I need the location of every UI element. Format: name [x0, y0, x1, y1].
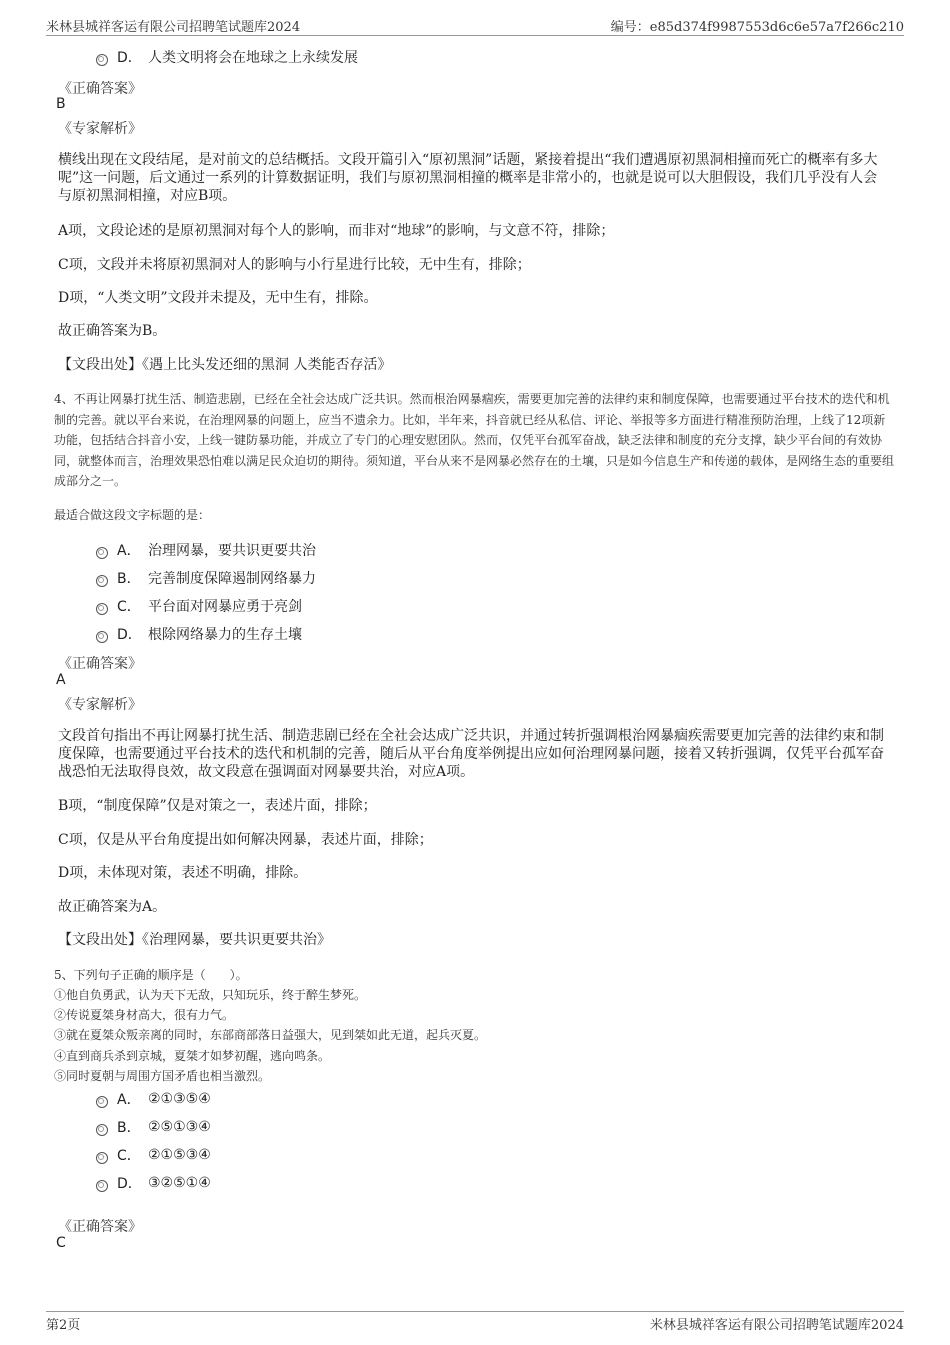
header-title: 米林县城祥客运有限公司招聘笔试题库2024: [46, 20, 301, 35]
q5-option-a[interactable]: [96, 1089, 211, 1109]
q3-analysis-p1: 横线出现在文段结尾，是对前文的总结概括。文段开篇引入“原初黑洞”话题，紧接着提出“我们遭遇原初黑洞相撞而死亡的概率有多大呢”这一问题，后文通过一系列的计算数据证明，我们与原初黑洞相撞的概率是非常小的，也就是说可以大胆假设，我们几乎没有人会与原初黑洞相撞，对应B项。: [58, 152, 878, 204]
q4-question: 最适合做这段文字标题的是：: [54, 508, 211, 522]
q4-option-a[interactable]: [96, 540, 316, 560]
q4-source: 【文段出处】《治理网暴，要共识更要共治》: [58, 932, 331, 948]
option-letter: C．: [117, 599, 141, 615]
page-number: 第2页: [46, 1318, 81, 1333]
header-doc-id: 编号：e85d374f9987553d6c6e57a7f266c210: [610, 20, 904, 35]
option-text: ②①③⑤④: [148, 1091, 211, 1107]
q4-option-c[interactable]: [96, 596, 302, 616]
q3-analysis-p4: D项，“人类文明”文段并未提及，无中生有，排除。: [58, 290, 378, 306]
option-text: 根除网络暴力的生存土壤: [148, 627, 302, 643]
radio-icon[interactable]: [96, 1180, 108, 1192]
q4-analysis-p1: 文段首句指出不再让网暴打扰生活、制造悲剧已经在全社会达成广泛共识，并通过转折强调根治网暴痼疾需要更加完善的法律约束和制度保障，也需要通过平台技术的迭代和机制的完善，随后从平台角度举例提出应如何治理网暴问题，接着又转折强调，仅凭平台孤军奋战恐怕无法取得良效，故文段意在强调面对网暴要共治，对应A项。: [58, 728, 884, 780]
q5-option-b[interactable]: [96, 1117, 211, 1137]
q3-answer-label: 《正确答案》: [58, 81, 142, 97]
q3-analysis-label: 《专家解析》: [58, 121, 142, 137]
q5-line-2: ②传说夏桀身材高大，很有力气。: [54, 1008, 235, 1022]
option-letter: C．: [117, 1148, 141, 1164]
option-text: 平台面对网暴应勇于亮剑: [148, 599, 302, 615]
option-letter: B．: [117, 571, 141, 587]
q3-answer: B: [56, 96, 66, 112]
q4-answer: A: [56, 672, 66, 688]
page-header: [46, 14, 904, 36]
radio-icon[interactable]: [96, 547, 108, 559]
option-text: 完善制度保障遏制网络暴力: [148, 571, 316, 587]
q3-analysis-p3: C项，文段并未将原初黑洞对人的影响与小行星进行比较，无中生有，排除；: [58, 257, 531, 273]
q4-analysis-p2: B项，“制度保障”仅是对策之一，表述片面，排除；: [58, 798, 377, 814]
q5-answer-label: 《正确答案》: [58, 1219, 142, 1235]
q4-analysis-label: 《专家解析》: [58, 697, 142, 713]
radio-icon[interactable]: [96, 1096, 108, 1108]
radio-icon[interactable]: [96, 54, 108, 66]
radio-icon[interactable]: [96, 1124, 108, 1136]
page-footer: [46, 1311, 904, 1335]
option-letter: B．: [117, 1120, 141, 1136]
q4-option-d[interactable]: [96, 624, 302, 644]
option-letter: A．: [117, 543, 141, 559]
q4-answer-label: 《正确答案》: [58, 656, 142, 672]
q5-line-5: ⑤同时夏朝与周围方国矛盾也相当激烈。: [54, 1069, 271, 1083]
option-letter: D．: [117, 1176, 142, 1192]
q4-analysis-p5: 故正确答案为A。: [58, 899, 167, 915]
q4-stem: 4、不再让网暴打扰生活、制造悲剧，已经在全社会达成广泛共识。然而根治网暴痼疾，需要更加完善的法律约束和制度保障，也需要通过平台技术的迭代和机制的完善。就以平台来说，在治理网暴的问题上，应当不遗余力。比如，半年来，抖音就已经从私信、评论、举报等多方面进行精准预防治理，上线了12项新功能，包括结合抖音小安，上线一键防暴功能，并成立了专门的心理安慰团队。然而，仅凭平台孤军奋战，缺乏法律和制度的充分支撑，缺少平台间的有效协同，就整体而言，治理效果恐怕难以满足民众迫切的期待。须知道，平台从来不是网暴必然存在的土壤，只是如今信息生产和传递的载体，是网络生态的重要组成部分之一。: [54, 392, 895, 488]
radio-icon[interactable]: [96, 575, 108, 587]
option-text: ②①⑤③④: [148, 1147, 211, 1163]
q5-line-4: ④直到商兵杀到京城，夏桀才如梦初醒，逃向鸣条。: [54, 1049, 331, 1063]
q3-option-d[interactable]: [96, 47, 358, 67]
option-letter: A．: [117, 1092, 141, 1108]
option-text: ②⑤①③④: [148, 1119, 211, 1135]
option-text: ③②⑤①④: [148, 1175, 211, 1191]
q5-stem: 5、下列句子正确的顺序是（ ）。: [54, 968, 248, 982]
footer-title: 米林县城祥客运有限公司招聘笔试题库2024: [649, 1318, 904, 1333]
q4-option-b[interactable]: [96, 568, 316, 588]
q5-answer: C: [56, 1235, 66, 1251]
option-text: 治理网暴，要共识更要共治: [148, 543, 316, 559]
q4-analysis-p4: D项，未体现对策，表述不明确，排除。: [58, 865, 308, 881]
option-letter: D．: [117, 627, 142, 643]
radio-icon[interactable]: [96, 603, 108, 615]
q3-source: 【文段出处】《遇上比头发还细的黑洞 人类能否存活》: [58, 357, 392, 373]
q5-option-c[interactable]: [96, 1145, 211, 1165]
radio-icon[interactable]: [96, 631, 108, 643]
q5-option-d[interactable]: [96, 1173, 211, 1193]
q3-analysis-p5: 故正确答案为B。: [58, 323, 167, 339]
radio-icon[interactable]: [96, 1152, 108, 1164]
q3-analysis-p2: A项，文段论述的是原初黑洞对每个人的影响，而非对“地球”的影响，与文意不符，排除；: [58, 223, 615, 239]
option-text: 人类文明将会在地球之上永续发展: [148, 50, 358, 66]
q5-line-3: ③就在夏桀众叛亲离的同时，东部商部落日益强大，见到桀如此无道，起兵灭夏。: [54, 1028, 487, 1042]
q5-line-1: ①他自负勇武，认为天下无敌，只知玩乐，终于醉生梦死。: [54, 988, 367, 1002]
option-letter: D．: [117, 50, 142, 66]
q4-analysis-p3: C项，仅是从平台角度提出如何解决网暴，表述片面，排除；: [58, 832, 433, 848]
